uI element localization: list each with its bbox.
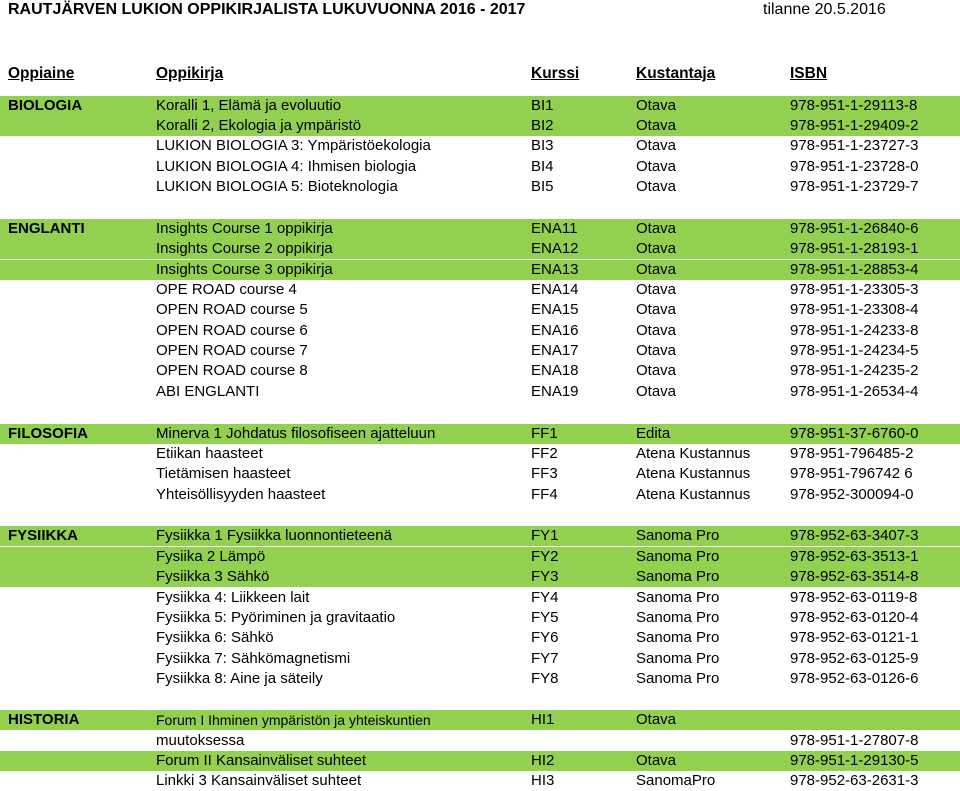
table-row: [0, 219, 960, 239]
table-row: [0, 608, 960, 628]
course-code-cell: BI1: [531, 97, 554, 114]
course-code-cell: ENA13: [531, 261, 579, 278]
header-course: Kurssi: [531, 65, 580, 82]
book-title-cell: OPEN ROAD course 6: [156, 322, 308, 339]
isbn-cell: 978-952-63-2631-3: [790, 772, 919, 789]
isbn-cell: 978-951-1-23727-3: [790, 137, 919, 154]
publisher-cell: Sanoma Pro: [636, 670, 720, 687]
isbn-cell: 978-951-796742 6: [790, 465, 913, 482]
publisher-cell: Otava: [636, 281, 677, 298]
publisher-cell: SanomaPro: [636, 772, 716, 789]
course-code-cell: ENA18: [531, 362, 579, 379]
book-title-cell: Linkki 3 Kansainväliset suhteet: [156, 772, 362, 789]
course-code-cell: FY8: [531, 670, 559, 687]
header-book: Oppikirja: [156, 65, 224, 82]
table-row: [0, 280, 960, 300]
book-title-cell: Insights Course 1 oppikirja: [156, 220, 333, 237]
book-title-cell: Forum II Kansainväliset suhteet: [156, 752, 367, 769]
book-title-cell: Tietämisen haasteet: [156, 465, 291, 482]
course-code-cell: FF1: [531, 425, 558, 442]
isbn-cell: 978-951-1-27807-8: [790, 732, 919, 749]
table-row: [0, 567, 960, 587]
course-code-cell: FY7: [531, 650, 559, 667]
publisher-cell: Otava: [636, 178, 677, 195]
publisher-cell: Otava: [636, 301, 677, 318]
table-row: [0, 485, 960, 505]
course-code-cell: FF3: [531, 465, 558, 482]
table-row: [0, 424, 960, 444]
table-row: [0, 136, 960, 156]
publisher-cell: Otava: [636, 362, 677, 379]
course-code-cell: HI3: [531, 772, 555, 789]
table-row: [0, 771, 960, 791]
course-code-cell: ENA14: [531, 281, 579, 298]
isbn-cell: 978-951-1-26534-4: [790, 383, 919, 400]
book-title-cell: LUKION BIOLOGIA 5: Bioteknologia: [156, 178, 398, 195]
isbn-cell: 978-951-1-28853-4: [790, 261, 919, 278]
course-code-cell: BI2: [531, 117, 554, 134]
course-code-cell: BI5: [531, 178, 554, 195]
table-row: [0, 96, 960, 116]
isbn-cell: 978-951-37-6760-0: [790, 425, 919, 442]
subject-cell: FYSIIKKA: [8, 527, 79, 544]
isbn-cell: 978-951-1-23729-7: [790, 178, 919, 195]
table-row: [0, 321, 960, 341]
publisher-cell: Sanoma Pro: [636, 568, 720, 585]
isbn-cell: 978-951-1-23305-3: [790, 281, 919, 298]
book-title-cell: Koralli 1, Elämä ja evoluutio: [156, 97, 342, 114]
publisher-cell: Otava: [636, 158, 677, 175]
header-isbn: ISBN: [790, 65, 828, 82]
publisher-cell: Otava: [636, 220, 677, 237]
publisher-cell: Otava: [636, 240, 677, 257]
publisher-cell: Otava: [636, 342, 677, 359]
course-code-cell: HI2: [531, 752, 555, 769]
book-title-cell: LUKION BIOLOGIA 4: Ihmisen biologia: [156, 158, 417, 175]
book-title-cell: ABI ENGLANTI: [156, 383, 260, 400]
publisher-cell: Otava: [636, 322, 677, 339]
book-title-cell: Fysiikka 8: Aine ja säteily: [156, 670, 323, 687]
document-title: RAUTJÄRVEN LUKION OPPIKIRJALISTA LUKUVUONNA 2016 - 2017: [8, 1, 526, 18]
book-title-cell: Minerva 1 Johdatus filosofiseen ajatteluun: [156, 425, 436, 442]
table-row: [0, 157, 960, 177]
course-code-cell: HI1: [531, 711, 555, 728]
book-title-cell: Fysiikka 1 Fysiikka luonnontieteenä: [156, 527, 392, 544]
isbn-cell: 978-952-63-3513-1: [790, 548, 919, 565]
subject-cell: HISTORIA: [8, 711, 80, 728]
isbn-cell: 978-952-63-0119-8: [790, 589, 918, 606]
header-publisher: Kustantaja: [636, 65, 716, 82]
course-code-cell: FY2: [531, 548, 559, 565]
publisher-cell: Atena Kustannus: [636, 465, 751, 482]
table-row: [0, 444, 960, 464]
course-code-cell: BI3: [531, 137, 554, 154]
isbn-cell: 978-951-1-24235-2: [790, 362, 919, 379]
course-code-cell: FY6: [531, 629, 559, 646]
isbn-cell: 978-951-1-26840-6: [790, 220, 919, 237]
course-code-cell: FF2: [531, 445, 558, 462]
table-row: [0, 382, 960, 402]
book-title-cell: OPEN ROAD course 5: [156, 301, 308, 318]
table-row: [0, 751, 960, 771]
book-title-cell: Etiikan haasteet: [156, 445, 263, 462]
course-code-cell: ENA11: [531, 220, 578, 237]
header-subject: Oppiaine: [8, 65, 75, 82]
publisher-cell: Atena Kustannus: [636, 486, 751, 503]
course-code-cell: FY4: [531, 589, 559, 606]
isbn-cell: 978-951-1-29409-2: [790, 117, 919, 134]
book-title-cell: Forum I Ihminen ympäristön ja yhteiskuntien: [156, 712, 431, 728]
book-title-cell: Fysiikka 6: Sähkö: [156, 629, 274, 646]
publisher-cell: Otava: [636, 97, 677, 114]
isbn-cell: 978-951-1-29113-8: [790, 97, 918, 114]
book-title-cell: Fysiikka 3 Sähkö: [156, 568, 270, 585]
table-row: [0, 239, 960, 259]
isbn-cell: 978-952-63-3407-3: [790, 527, 919, 544]
table-row: [0, 649, 960, 669]
publisher-cell: Otava: [636, 711, 677, 728]
publisher-cell: Sanoma Pro: [636, 609, 720, 626]
publisher-cell: Sanoma Pro: [636, 527, 720, 544]
document-status-date: tilanne 20.5.2016: [763, 1, 886, 18]
isbn-cell: 978-951-1-23728-0: [790, 158, 919, 175]
course-code-cell: FY5: [531, 609, 559, 626]
isbn-cell: 978-952-63-0125-9: [790, 650, 919, 667]
course-code-cell: FY3: [531, 568, 559, 585]
book-title-cell: OPE ROAD course 4: [156, 281, 297, 298]
table-row: [0, 300, 960, 320]
subject-cell: FILOSOFIA: [8, 425, 88, 442]
publisher-cell: Sanoma Pro: [636, 650, 720, 667]
book-title-cell: OPEN ROAD course 8: [156, 362, 308, 379]
course-code-cell: ENA17: [531, 342, 579, 359]
publisher-cell: Otava: [636, 117, 677, 134]
course-code-cell: ENA16: [531, 322, 579, 339]
course-code-cell: ENA19: [531, 383, 579, 400]
book-title-cell: LUKION BIOLOGIA 3: Ympäristöekologia: [156, 137, 431, 154]
table-row: [0, 731, 960, 751]
book-title-cell: muutoksessa: [156, 732, 245, 749]
table-row: [0, 588, 960, 608]
table-row: [0, 361, 960, 381]
isbn-cell: 978-951-1-28193-1: [790, 240, 919, 257]
table-row: [0, 260, 960, 280]
book-title-cell: Insights Course 2 oppikirja: [156, 240, 333, 257]
table-row: [0, 116, 960, 136]
table-row: [0, 526, 960, 546]
course-code-cell: ENA12: [531, 240, 579, 257]
table-row: [0, 628, 960, 648]
subject-cell: ENGLANTI: [8, 220, 85, 237]
book-title-cell: OPEN ROAD course 7: [156, 342, 308, 359]
course-code-cell: FF4: [531, 486, 558, 503]
publisher-cell: Atena Kustannus: [636, 445, 751, 462]
isbn-cell: 978-951-1-24233-8: [790, 322, 919, 339]
subject-cell: BIOLOGIA: [8, 97, 83, 114]
book-title-cell: Fysiikka 7: Sähkömagnetismi: [156, 650, 351, 667]
book-title-cell: Insights Course 3 oppikirja: [156, 261, 333, 278]
table-row: [0, 547, 960, 567]
isbn-cell: 978-951-1-24234-5: [790, 342, 919, 359]
course-code-cell: BI4: [531, 158, 554, 175]
publisher-cell: Sanoma Pro: [636, 589, 720, 606]
isbn-cell: 978-952-300094-0: [790, 486, 914, 503]
table-row: [0, 669, 960, 689]
isbn-cell: 978-952-63-0120-4: [790, 609, 919, 626]
book-title-cell: Yhteisöllisyyden haasteet: [156, 486, 326, 503]
table-row: [0, 464, 960, 484]
book-title-cell: Koralli 2, Ekologia ja ympäristö: [156, 117, 362, 134]
course-code-cell: FY1: [531, 527, 559, 544]
isbn-cell: 978-951-1-29130-5: [790, 752, 919, 769]
isbn-cell: 978-952-63-0121-1: [790, 629, 919, 646]
isbn-cell: 978-951-796485-2: [790, 445, 914, 462]
publisher-cell: Otava: [636, 752, 677, 769]
book-title-cell: Fysiika 2 Lämpö: [156, 548, 266, 565]
publisher-cell: Sanoma Pro: [636, 629, 720, 646]
isbn-cell: 978-951-1-23308-4: [790, 301, 919, 318]
table-row: [0, 710, 960, 730]
table-row: [0, 341, 960, 361]
publisher-cell: Otava: [636, 261, 677, 278]
book-title-cell: Fysiikka 4: Liikkeen lait: [156, 589, 310, 606]
publisher-cell: Edita: [636, 425, 671, 442]
isbn-cell: 978-952-63-0126-6: [790, 670, 919, 687]
book-title-cell: Fysiikka 5: Pyöriminen ja gravitaatio: [156, 609, 396, 626]
publisher-cell: Otava: [636, 383, 677, 400]
publisher-cell: Otava: [636, 137, 677, 154]
course-code-cell: ENA15: [531, 301, 579, 318]
publisher-cell: Sanoma Pro: [636, 548, 720, 565]
table-row: [0, 177, 960, 197]
isbn-cell: 978-952-63-3514-8: [790, 568, 919, 585]
